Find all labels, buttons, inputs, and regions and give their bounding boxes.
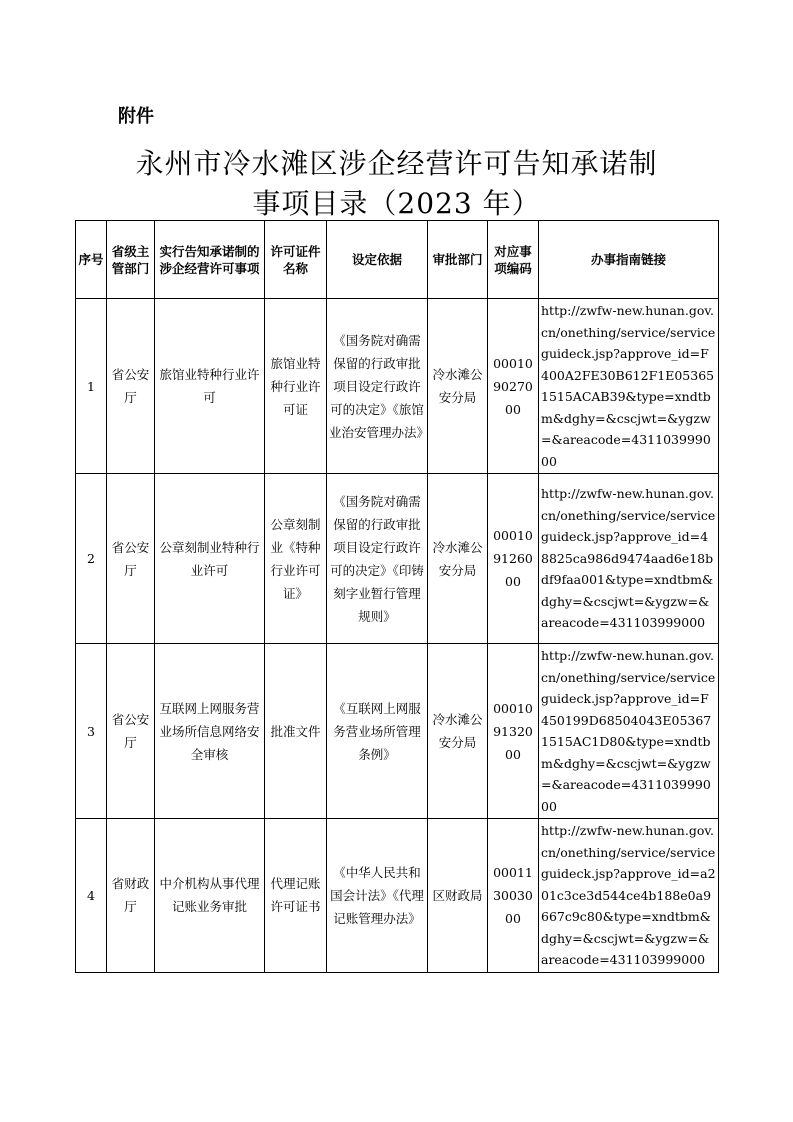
cell-dept: 省财政厅	[107, 819, 155, 973]
table-row	[76, 644, 719, 819]
header-license: 许可证件名称	[265, 221, 327, 299]
cell-seq: 4	[76, 819, 107, 973]
header-code: 对应事项编码	[488, 221, 539, 299]
cell-item: 中介机构从事代理记账业务审批	[155, 819, 265, 973]
guide-link[interactable]: http://zwfw-new.hunan.gov.cn/onething/service/serviceguideck.jsp?approve_id=F400A2FE30B612F1E053651515ACAB39&type=xndtbm&dghy=&cscjwt=&ygzw=&areacode=431103999000	[539, 299, 719, 474]
cell-seq: 2	[76, 474, 107, 644]
cell-seq: 1	[76, 299, 107, 474]
cell-item: 旅馆业特种行业许可	[155, 299, 265, 474]
attachment-label: 附件	[118, 106, 154, 127]
cell-license: 批准文件	[265, 644, 327, 819]
guide-link[interactable]: http://zwfw-new.hunan.gov.cn/onething/service/serviceguideck.jsp?approve_id=F450199D68504043E053671515AC1D80&type=xndtbm&dghy=&cscjwt=&ygzw=&areacode=431103999000	[539, 644, 719, 819]
cell-item: 公章刻制业特种行业许可	[155, 474, 265, 644]
cell-code: 000113003000	[488, 819, 539, 973]
cell-license: 旅馆业特种行业许可证	[265, 299, 327, 474]
guide-link[interactable]: http://zwfw-new.hunan.gov.cn/onething/service/serviceguideck.jsp?approve_id=48825ca986d9474aad6e18bdf9faa001&type=xndtbm&dghy=&cscjwt=&ygzw=&areacode=431103999000	[539, 474, 719, 644]
header-approver: 审批部门	[428, 221, 488, 299]
cell-approver: 区财政局	[428, 819, 488, 973]
cell-license: 公章刻制业《特种行业许可证》	[265, 474, 327, 644]
cell-item: 互联网上网服务营业场所信息网络安全审核	[155, 644, 265, 819]
document-title-line-1: 永州市冷水滩区涉企经营许可告知承诺制	[135, 147, 658, 180]
cell-license: 代理记账许可证书	[265, 819, 327, 973]
table-row	[76, 819, 719, 973]
header-item: 实行告知承诺制的涉企经营许可事项	[155, 221, 265, 299]
header-link: 办事指南链接	[539, 221, 719, 299]
cell-approver: 冷水滩公安分局	[428, 299, 488, 474]
cell-basis: 《中华人民共和国会计法》《代理记账管理办法》	[327, 819, 428, 973]
cell-dept: 省公安厅	[107, 299, 155, 474]
cell-basis: 《国务院对确需保留的行政审批项目设定行政许可的决定》《旅馆业治安管理办法》	[327, 299, 428, 474]
cell-code: 000109132000	[488, 644, 539, 819]
document-title-line-2: 事项目录（2023 年）	[252, 187, 541, 220]
table-row	[76, 299, 719, 474]
table-row	[76, 474, 719, 644]
license-catalog-table	[75, 220, 719, 973]
cell-approver: 冷水滩公安分局	[428, 644, 488, 819]
header-dept: 省级主管部门	[107, 221, 155, 299]
cell-approver: 冷水滩公安分局	[428, 474, 488, 644]
table-header-row	[76, 221, 719, 299]
header-basis: 设定依据	[327, 221, 428, 299]
cell-dept: 省公安厅	[107, 644, 155, 819]
cell-code: 000109126000	[488, 474, 539, 644]
header-seq: 序号	[76, 221, 107, 299]
cell-basis: 《国务院对确需保留的行政审批项目设定行政许可的决定》《印铸刻字业暂行管理规则》	[327, 474, 428, 644]
cell-basis: 《互联网上网服务营业场所管理条例》	[327, 644, 428, 819]
guide-link[interactable]: http://zwfw-new.hunan.gov.cn/onething/service/serviceguideck.jsp?approve_id=a201c3ce3d544ce4b188e0a9667c9c80&type=xndtbm&dghy=&cscjwt=&ygzw=&areacode=431103999000	[539, 819, 719, 973]
cell-code: 000109027000	[488, 299, 539, 474]
cell-dept: 省公安厅	[107, 474, 155, 644]
cell-seq: 3	[76, 644, 107, 819]
